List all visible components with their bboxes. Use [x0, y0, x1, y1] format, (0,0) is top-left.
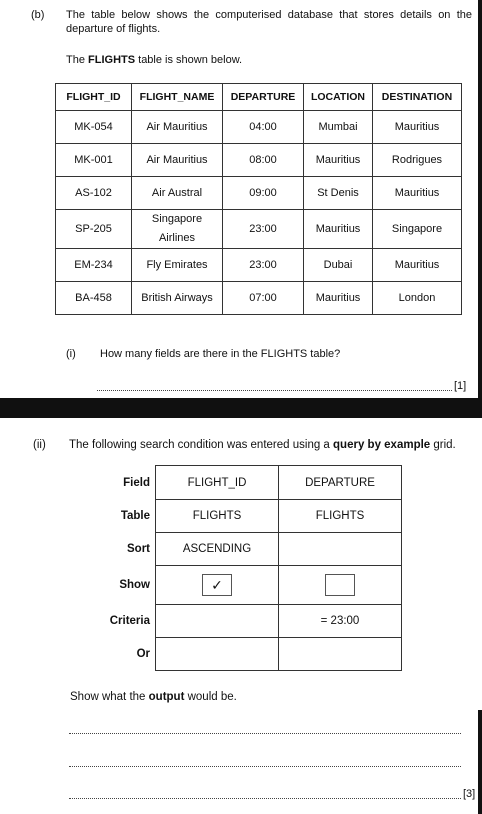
cell-flight-id: SP-205	[56, 210, 132, 249]
table-row	[56, 210, 462, 249]
cell-flight-id: AS-102	[56, 177, 132, 210]
qbe-cell: = 23:00	[279, 605, 402, 638]
qbe-cell: FLIGHTS	[156, 500, 279, 533]
flights-table	[55, 83, 462, 315]
cell-destination: Mauritius	[373, 177, 462, 210]
qbe-row-table	[56, 500, 402, 533]
cell-flight-name: Air Mauritius	[132, 144, 223, 177]
cell-flight-name: Air Mauritius	[132, 111, 223, 144]
table-row	[56, 249, 462, 282]
column-header: FLIGHT_ID	[56, 84, 132, 111]
cell-location: St Denis	[304, 177, 373, 210]
table-row	[56, 111, 462, 144]
question-ii-text: The following search condition was entered using a query by example grid.	[69, 439, 456, 451]
question-ii-marks: [3]	[463, 788, 476, 800]
qbe-row-label: Criteria	[109, 615, 150, 627]
column-header: LOCATION	[304, 84, 373, 111]
qbe-cell	[279, 566, 402, 605]
question-ii-label: (ii)	[33, 439, 46, 451]
part-intro: The table below shows the computerised database that stores details on the departure of flights.	[66, 9, 472, 35]
table-row	[56, 282, 462, 315]
answer-line-ii-2[interactable]	[69, 766, 461, 767]
cell-departure: 08:00	[223, 144, 304, 177]
qbe-row-or	[56, 638, 402, 671]
qbe-cell	[156, 638, 279, 671]
cell-flight-name: Air Austral	[132, 177, 223, 210]
answer-line-i[interactable]	[97, 390, 452, 391]
cell-departure: 23:00	[223, 210, 304, 249]
qbe-row-label: Show	[119, 579, 150, 591]
cell-flight-name: Fly Emirates	[132, 249, 223, 282]
qbe-row-label: Field	[123, 476, 150, 489]
qbe-row-sort	[56, 533, 402, 566]
page-gap	[0, 398, 482, 418]
column-header: DESTINATION	[373, 84, 462, 111]
qbe-cell	[156, 566, 279, 605]
table-intro: The FLIGHTS table is shown below.	[66, 54, 243, 66]
cell-departure: 04:00	[223, 111, 304, 144]
cell-flight-name: Singapore Airlines	[132, 210, 223, 249]
table-row	[56, 144, 462, 177]
question-i-label: (i)	[66, 348, 76, 360]
answer-line-ii-3[interactable]	[69, 798, 461, 799]
cell-flight-id: BA-458	[56, 282, 132, 315]
answer-line-ii-1[interactable]	[69, 733, 461, 734]
cell-flight-id: EM-234	[56, 249, 132, 282]
cell-flight-id: MK-001	[56, 144, 132, 177]
cell-flight-id: MK-054	[56, 111, 132, 144]
cell-destination: Rodrigues	[373, 144, 462, 177]
column-header: FLIGHT_NAME	[132, 84, 223, 111]
cell-destination: Singapore	[373, 210, 462, 249]
cell-flight-name: British Airways	[132, 282, 223, 315]
page-edge-shadow-bottom	[478, 710, 482, 814]
qbe-row-show	[56, 566, 402, 605]
qbe-cell: FLIGHT_ID	[156, 466, 279, 500]
qbe-grid	[56, 465, 402, 671]
cell-destination: London	[373, 282, 462, 315]
cell-location: Mauritius	[304, 144, 373, 177]
cell-departure: 09:00	[223, 177, 304, 210]
cell-location: Mumbai	[304, 111, 373, 144]
show-checkbox-unchecked[interactable]	[325, 574, 355, 596]
part-label: (b)	[31, 9, 45, 21]
cell-location: Mauritius	[304, 210, 373, 249]
cell-location: Dubai	[304, 249, 373, 282]
qbe-cell: ASCENDING	[156, 533, 279, 566]
page-edge-shadow	[478, 0, 482, 398]
qbe-row-label: Sort	[127, 543, 150, 555]
cell-departure: 07:00	[223, 282, 304, 315]
question-i-text: How many fields are there in the FLIGHTS table?	[100, 348, 341, 360]
qbe-row-field	[56, 466, 402, 500]
qbe-cell: FLIGHTS	[279, 500, 402, 533]
table-row	[56, 177, 462, 210]
qbe-row-label: Or	[136, 648, 150, 660]
cell-location: Mauritius	[304, 282, 373, 315]
cell-departure: 23:00	[223, 249, 304, 282]
output-prompt: Show what the output would be.	[70, 691, 237, 703]
qbe-cell: DEPARTURE	[279, 466, 402, 500]
qbe-row-criteria	[56, 605, 402, 638]
qbe-cell	[279, 533, 402, 566]
cell-destination: Mauritius	[373, 249, 462, 282]
flights-header-row	[56, 84, 462, 111]
cell-destination: Mauritius	[373, 111, 462, 144]
qbe-cell	[279, 638, 402, 671]
column-header: DEPARTURE	[223, 84, 304, 111]
qbe-row-label: Table	[120, 510, 150, 522]
qbe-cell	[156, 605, 279, 638]
question-i-marks: [1]	[454, 380, 467, 392]
show-checkbox-checked[interactable]: ✓	[202, 574, 232, 596]
